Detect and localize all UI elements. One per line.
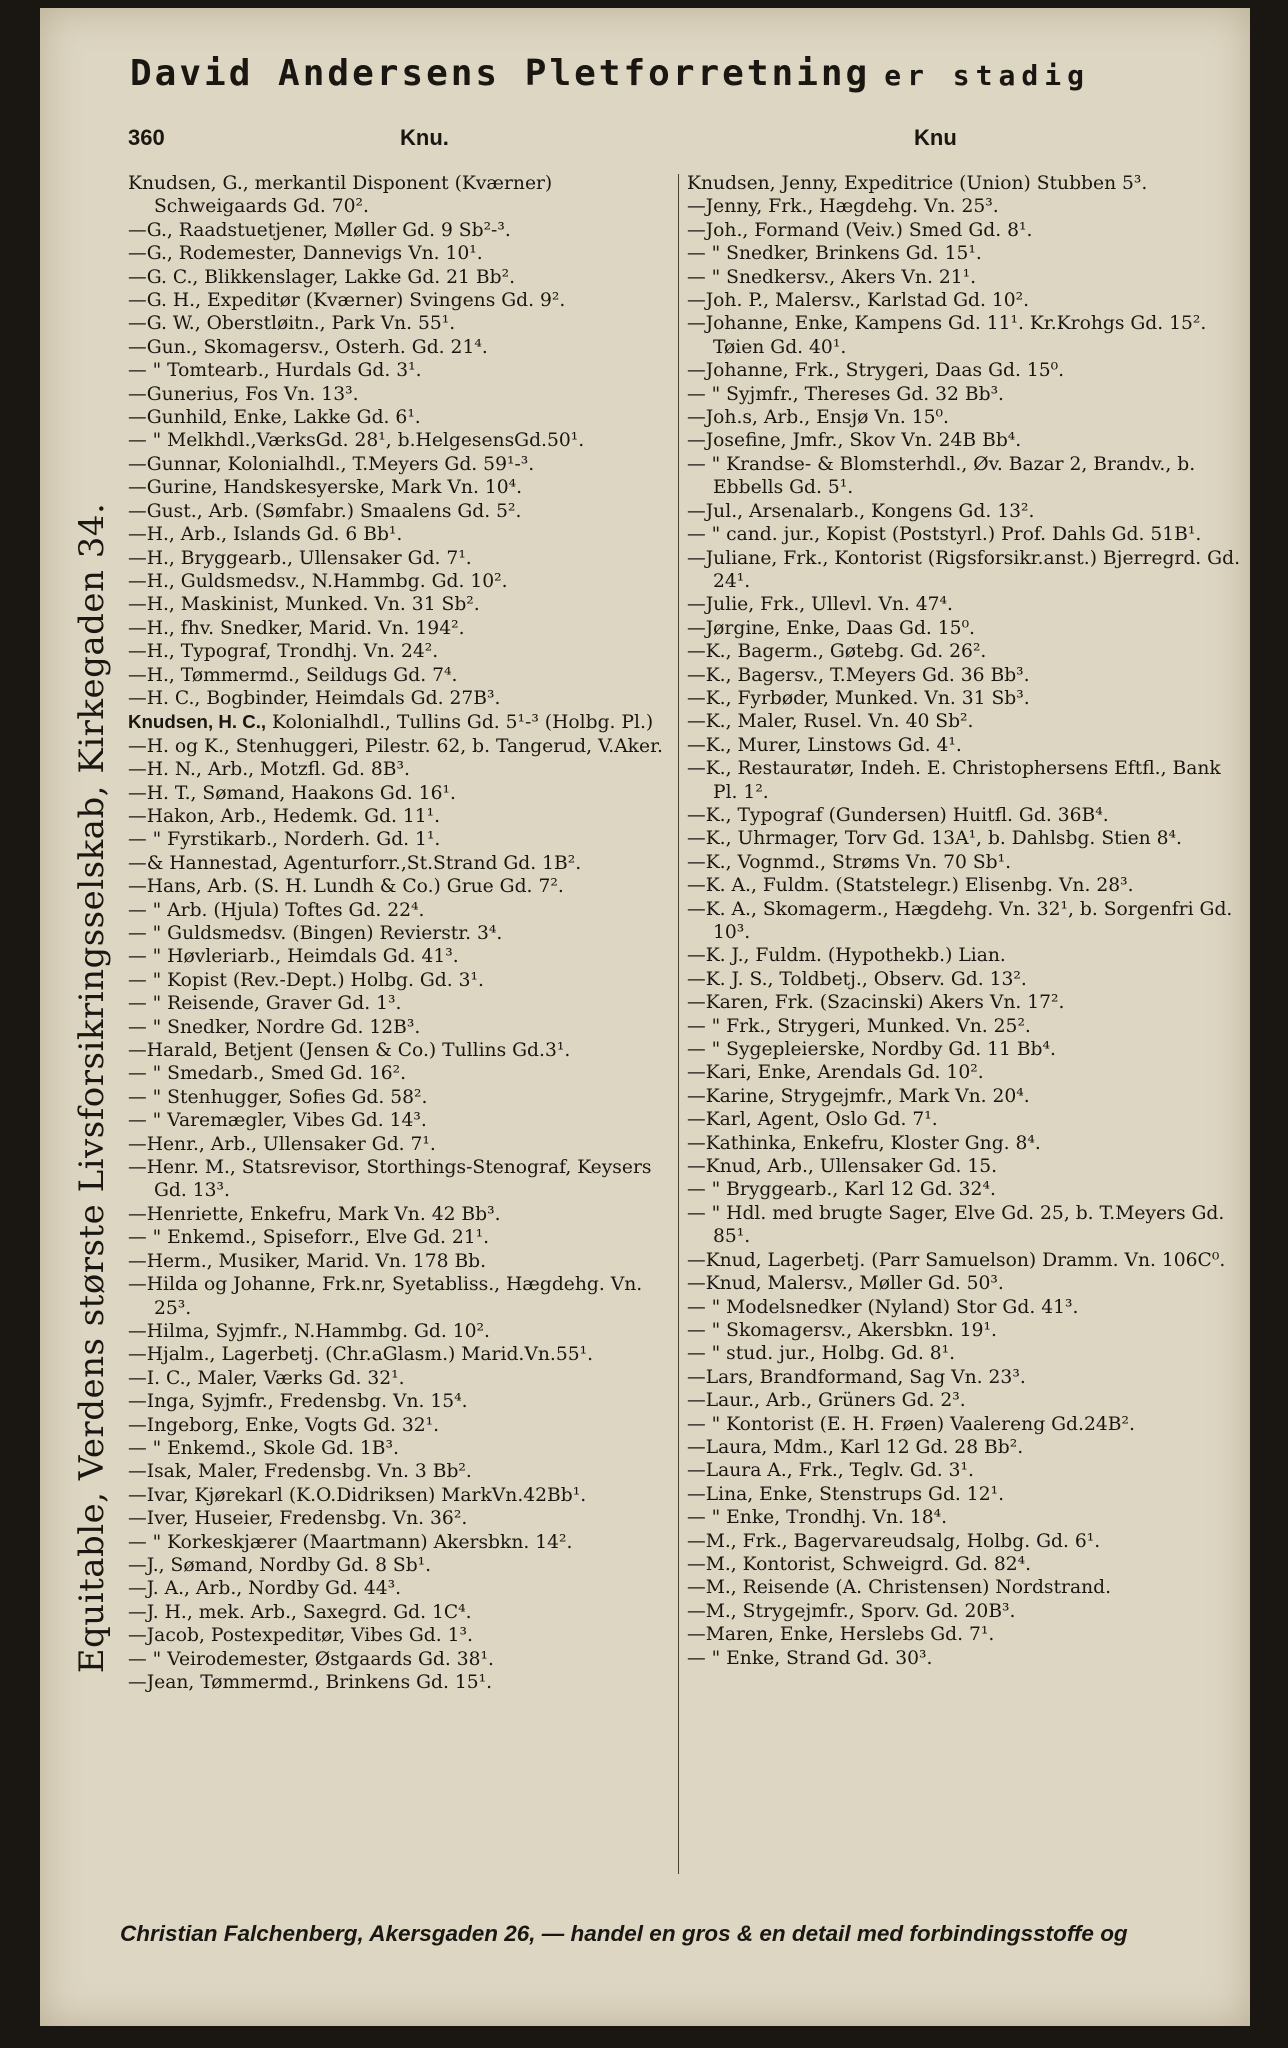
directory-entry — [128, 593, 683, 616]
entry-text: —Joh.s, Arb., Ensjø Vn. 15⁰. — [687, 407, 949, 429]
entry-text: — " Melkhdl.,VærksGd. 28¹, b.HelgesensGd.50¹. — [128, 430, 585, 452]
entry-text: —M., Kontorist, Schweigrd. Gd. 82⁴. — [687, 1553, 1032, 1575]
entry-text: — " Skomagersv., Akersbkn. 19¹. — [687, 1319, 997, 1341]
directory-entry — [687, 617, 1242, 640]
entry-text: —Knud, Lagerbetj. (Parr Samuelson) Dramm. Vn. 106C⁰. — [687, 1249, 1226, 1271]
directory-page — [40, 8, 1250, 2026]
directory-entry — [687, 1366, 1242, 1389]
entry-text: —Laur., Arb., Grüners Gd. 2³. — [687, 1390, 966, 1412]
directory-entry — [687, 734, 1242, 757]
directory-entry — [128, 500, 683, 523]
footer-advertisement: Christian Falchenberg, Akersgaden 26, — handel en gros & en detail med forbindingsstoffe og — [120, 1921, 1128, 1946]
directory-entry — [128, 172, 683, 219]
directory-entry — [128, 1250, 683, 1273]
entry-text: —& Hannestad, Agenturforr.,St.Strand Gd. 1B². — [128, 852, 582, 874]
directory-entry — [128, 1507, 683, 1530]
entry-text: —H. og K., Stenhuggeri, Pilestr. 62, b. Tangerud, V.Aker. — [128, 735, 663, 757]
entry-text: —Gust., Arb. (Sømfabr.) Smaalens Gd. 5². — [128, 500, 522, 522]
directory-entry — [687, 1015, 1242, 1038]
entry-text: —Hakon, Arb., Hedemk. Gd. 11¹. — [128, 805, 441, 827]
directory-entry — [128, 1203, 683, 1226]
entry-text: — " Kopist (Rev.-Dept.) Holbg. Gd. 3¹. — [128, 969, 484, 991]
entry-text: —Karen, Frk. (Szacinski) Akers Vn. 17². — [687, 992, 1065, 1014]
directory-entry — [128, 1414, 683, 1437]
directory-entry — [687, 757, 1242, 804]
directory-entry — [128, 1648, 683, 1671]
directory-entry — [128, 875, 683, 898]
directory-entry — [128, 219, 683, 242]
entry-text: —K. A., Fuldm. (Statstelegr.) Elisenbg. Vn. 28³. — [687, 875, 1134, 897]
directory-entry — [687, 1600, 1242, 1623]
entry-text: —K., Bagersv., T.Meyers Gd. 36 Bb³. — [687, 664, 1030, 686]
directory-entry — [128, 359, 683, 382]
directory-entry — [687, 547, 1242, 594]
directory-entry — [128, 1460, 683, 1483]
entry-text: — " Snedker, Nordre Gd. 12B³. — [128, 1016, 421, 1038]
entry-text: —Laura, Mdm., Karl 12 Gd. 28 Bb². — [687, 1436, 1024, 1458]
entry-text: —Ingeborg, Enke, Vogts Gd. 32¹. — [128, 1414, 440, 1436]
entry-text: —M., Strygejmfr., Sporv. Gd. 20B³. — [687, 1600, 1016, 1622]
entry-text: —Harald, Betjent (Jensen & Co.) Tullins Gd.3¹. — [128, 1040, 571, 1062]
banner-tail: er stadig — [884, 59, 1090, 92]
directory-entry — [687, 266, 1242, 289]
directory-entry — [128, 1226, 683, 1249]
entry-text: —J., Sømand, Nordby Gd. 8 Sb¹. — [128, 1554, 432, 1576]
entry-text: —Jenny, Frk., Hægdehg. Vn. 25³. — [687, 196, 999, 218]
directory-entry — [128, 570, 683, 593]
directory-entry — [128, 1086, 683, 1109]
directory-entry — [128, 758, 683, 781]
directory-entry — [128, 242, 683, 265]
directory-entry — [128, 852, 683, 875]
directory-entry — [687, 1085, 1242, 1108]
entry-text: — " cand. jur., Kopist (Poststyrl.) Prof. Dahls Gd. 51B¹. — [687, 524, 1202, 546]
entry-text: —Hilda og Johanne, Frk.nr, Syetabliss., Hægdehg. Vn. 25³. — [128, 1274, 643, 1319]
directory-entry — [128, 453, 683, 476]
directory-entry — [128, 1437, 683, 1460]
directory-entry — [128, 1343, 683, 1366]
entry-text: —G., Raadstuetjener, Møller Gd. 9 Sb²-³. — [128, 219, 511, 241]
directory-entry — [128, 640, 683, 663]
entry-text: —Joh. P., Malersv., Karlstad Gd. 10². — [687, 290, 1030, 312]
entry-text: —Gunnar, Kolonialhdl., T.Meyers Gd. 59¹-³. — [128, 453, 535, 475]
entry-text: — " Varemægler, Vibes Gd. 14³. — [128, 1110, 427, 1132]
directory-entry — [128, 406, 683, 429]
entry-text: — " Høvleriarb., Heimdals Gd. 41³. — [128, 946, 459, 968]
entry-text: —Herm., Musiker, Marid. Vn. 178 Bb. — [128, 1250, 487, 1272]
entry-text: —H. C., Bogbinder, Heimdals Gd. 27B³. — [128, 687, 501, 709]
entry-text: —K. J., Fuldm. (Hypothekb.) Lian. — [687, 945, 1006, 967]
entry-text: —Isak, Maler, Fredensbg. Vn. 3 Bb². — [128, 1461, 472, 1483]
directory-entry — [687, 1038, 1242, 1061]
entry-text: — " Guldsmedsv. (Bingen) Revierstr. 3⁴. — [128, 923, 503, 944]
entry-text: — " Hdl. med brugte Sager, Elve Gd. 25, b. T.Meyers Gd. 85¹. — [687, 1202, 1225, 1248]
entry-text: — " Enkemd., Spiseforr., Elve Gd. 21¹. — [128, 1227, 490, 1249]
entry-text: —K., Fyrbøder, Munked. Vn. 31 Sb³. — [687, 687, 1030, 709]
banner-main: David Andersens Pletforretning — [130, 53, 871, 94]
entry-text: —G. W., Oberstløitn., Park Vn. 55¹. — [128, 313, 456, 335]
directory-entry — [687, 172, 1242, 195]
directory-entry — [128, 922, 683, 945]
directory-entry — [128, 547, 683, 570]
directory-entry — [687, 1389, 1242, 1412]
entry-text: —H., Maskinist, Munked. Vn. 31 Sb². — [128, 594, 480, 616]
entry-text: —Jul., Arsenalarb., Kongens Gd. 13². — [687, 500, 1035, 522]
entry-text: —Hilma, Syjmfr., N.Hammbg. Gd. 10². — [128, 1320, 490, 1342]
entry-text: —Henr., Arb., Ullensaker Gd. 7¹. — [128, 1133, 436, 1155]
directory-entry — [687, 991, 1242, 1014]
entry-text: — " Snedker, Brinkens Gd. 15¹. — [687, 243, 982, 265]
directory-entry — [128, 1016, 683, 1039]
directory-entry — [128, 1554, 683, 1577]
directory-entry — [687, 289, 1242, 312]
entry-text: —Kathinka, Enkefru, Kloster Gng. 8⁴. — [687, 1132, 1041, 1154]
directory-entry — [128, 710, 683, 734]
entry-text: —J. A., Arb., Nordby Gd. 44³. — [128, 1578, 402, 1600]
entry-text: —H., Arb., Islands Gd. 6 Bb¹. — [128, 524, 403, 546]
entry-text: —Maren, Enke, Herslebs Gd. 7¹. — [687, 1624, 995, 1646]
entry-text: —Knud, Arb., Ullensaker Gd. 15. — [687, 1156, 998, 1178]
entry-text: —Inga, Syjmfr., Fredensbg. Vn. 15⁴. — [128, 1391, 468, 1413]
directory-entry — [687, 664, 1242, 687]
entry-text: — " Krandse- & Blomsterhdl., Øv. Bazar 2, Brandv., b. Ebbells Gd. 5¹. — [687, 453, 1196, 499]
entry-text: —Henr. M., Statsrevisor, Storthings-Stenograf, Keysers Gd. 13³. — [128, 1157, 652, 1202]
entry-text: — " stud. jur., Holbg. Gd. 8¹. — [687, 1343, 956, 1365]
directory-entry — [687, 523, 1242, 546]
entry-text: —Ivar, Kjørekarl (K.O.Didriksen) MarkVn.42Bb¹. — [128, 1484, 587, 1506]
entry-text: —J. H., mek. Arb., Saxegrd. Gd. 1C⁴. — [128, 1601, 472, 1623]
entry-text: —G. C., Blikkenslager, Lakke Gd. 21 Bb². — [128, 266, 516, 288]
directory-entry — [128, 1531, 683, 1554]
directory-entry — [687, 1132, 1242, 1155]
entry-text: —Iver, Huseier, Fredensbg. Vn. 36². — [128, 1508, 468, 1530]
entry-text: —K., Uhrmager, Torv Gd. 13A¹, b. Dahlsbg. Stien 8⁴. — [687, 828, 1182, 850]
directory-entry — [128, 1039, 683, 1062]
directory-entry — [128, 336, 683, 359]
directory-entry — [687, 898, 1242, 945]
directory-entry — [687, 1530, 1242, 1553]
directory-entry — [687, 851, 1242, 874]
directory-entry — [128, 735, 683, 758]
entry-text: —I. C., Maler, Værks Gd. 32¹. — [128, 1367, 405, 1389]
entry-text: —Johanne, Frk., Strygeri, Daas Gd. 15⁰. — [687, 360, 1065, 382]
directory-entry — [128, 1671, 683, 1694]
banner-advertisement — [130, 53, 1230, 94]
entry-text: —Johanne, Enke, Kampens Gd. 11¹. Kr.Krohgs Gd. 15². Tøien Gd. 40¹. — [687, 313, 1207, 358]
directory-entry — [687, 219, 1242, 242]
directory-entry — [687, 1155, 1242, 1178]
entry-text: — " Frk., Strygeri, Munked. Vn. 25². — [687, 1015, 1031, 1037]
entry-text: Knudsen, G., merkantil Disponent (Kværner) Schweigaards Gd. 70². — [128, 173, 553, 218]
entry-text: — " Enke, Trondhj. Vn. 18⁴. — [687, 1507, 948, 1529]
entry-text: —Juliane, Frk., Kontorist (Rigsforsikr.anst.) Bjerregrd. Gd. 24¹. — [687, 547, 1241, 592]
directory-entry — [687, 1623, 1242, 1646]
entry-text: —Gurine, Handskesyerske, Mark Vn. 10⁴. — [128, 477, 523, 499]
page-number: 360 — [128, 125, 165, 150]
directory-entry — [687, 453, 1242, 500]
left-column — [128, 172, 683, 1882]
entry-text: —H. N., Arb., Motzfl. Gd. 8B³. — [128, 759, 410, 781]
directory-entry — [128, 992, 683, 1015]
directory-entry — [128, 1273, 683, 1320]
directory-entry — [687, 944, 1242, 967]
directory-entry — [128, 266, 683, 289]
directory-entry — [687, 687, 1242, 710]
entry-text: Kolonialhdl., Tullins Gd. 5¹-³ (Holbg. Pl.) — [266, 712, 654, 734]
entry-text: —Hans, Arb. (S. H. Lundh & Co.) Grue Gd. 7². — [128, 876, 564, 898]
entry-text: — " Kontorist (E. H. Frøen) Vaalereng Gd.24B². — [687, 1413, 1135, 1435]
directory-entry — [687, 1413, 1242, 1436]
entry-text: —K., Restauratør, Indeh. E. Christophersens Eftfl., Bank Pl. 1². — [687, 758, 1221, 803]
directory-entry — [687, 500, 1242, 523]
entry-text: —G., Rodemester, Dannevigs Vn. 10¹. — [128, 243, 483, 265]
entry-text: —H., Tømmermd., Seildugs Gd. 7⁴. — [128, 664, 458, 686]
entry-text: — " Korkeskjærer (Maartmann) Akersbkn. 14². — [128, 1531, 573, 1553]
entry-text: —H., fhv. Snedker, Marid. Vn. 194². — [128, 617, 465, 639]
directory-entry — [687, 593, 1242, 616]
directory-entry — [128, 1601, 683, 1624]
directory-entry — [128, 289, 683, 312]
entry-text: —H., Typograf, Trondhj. Vn. 24². — [128, 641, 439, 663]
directory-entry — [687, 1296, 1242, 1319]
entry-text: —Jacob, Postexpeditør, Vibes Gd. 1³. — [128, 1625, 473, 1647]
directory-entry — [687, 1178, 1242, 1201]
directory-entry — [687, 1272, 1242, 1295]
directory-entry — [687, 1319, 1242, 1342]
directory-entry — [687, 1342, 1242, 1365]
directory-entry — [128, 945, 683, 968]
directory-entry — [128, 1109, 683, 1132]
directory-entry — [128, 1133, 683, 1156]
side-advertisement: Equitable, Verdens største Livsforsikringsselskab, Kirkegaden 34. — [72, 502, 112, 1674]
entry-text: —K., Vognmd., Strøms Vn. 70 Sb¹. — [687, 851, 1012, 873]
entry-text: —K., Maler, Rusel. Vn. 40 Sb². — [687, 711, 974, 733]
entry-text: —H. T., Sømand, Haakons Gd. 16¹. — [128, 782, 456, 804]
directory-entry — [687, 804, 1242, 827]
entry-text: — " Veirodemester, Østgaards Gd. 38¹. — [128, 1648, 494, 1670]
directory-entry — [128, 429, 683, 452]
directory-entry — [687, 359, 1242, 382]
entry-text: — " Snedkersv., Akers Vn. 21¹. — [687, 266, 977, 288]
right-running-head: Knu — [914, 125, 957, 150]
entry-text: —Jørgine, Enke, Daas Gd. 15⁰. — [687, 617, 975, 639]
directory-entry — [687, 1459, 1242, 1482]
left-running-head: Knu. — [400, 125, 449, 150]
entry-text: — " Reisende, Graver Gd. 1³. — [128, 993, 402, 1015]
entry-text: —Karl, Agent, Oslo Gd. 7¹. — [687, 1109, 938, 1131]
directory-entry — [128, 782, 683, 805]
entry-text: —K. A., Skomagerm., Hægdehg. Vn. 32¹, b. Sorgenfri Gd. 10³. — [687, 898, 1233, 943]
entry-text: — " Arb. (Hjula) Toftes Gd. 22⁴. — [128, 899, 425, 921]
entry-text: — " Stenhugger, Sofies Gd. 58². — [128, 1086, 428, 1108]
directory-entry — [128, 523, 683, 546]
entry-text: —Henriette, Enkefru, Mark Vn. 42 Bb³. — [128, 1203, 501, 1225]
entry-text: —Gun., Skomagersv., Osterh. Gd. 21⁴. — [128, 336, 488, 358]
directory-entry — [687, 312, 1242, 359]
directory-entry — [128, 828, 683, 851]
directory-entry — [687, 968, 1242, 991]
entry-text: —K., Bagerm., Gøtebg. Gd. 26². — [687, 641, 987, 663]
entry-text: —Karine, Strygejmfr., Mark Vn. 20⁴. — [687, 1085, 1030, 1107]
entry-text: Knudsen, Jenny, Expeditrice (Union) Stubben 5³. — [687, 173, 1148, 194]
entry-text: —M., Frk., Bagervareudsalg, Holbg. Gd. 6¹. — [687, 1530, 1101, 1552]
directory-entry — [128, 969, 683, 992]
entry-text: —Jean, Tømmermd., Brinkens Gd. 15¹. — [128, 1672, 493, 1693]
entry-text: —Lina, Enke, Stenstrups Gd. 12¹. — [687, 1483, 1005, 1505]
directory-entry — [687, 195, 1242, 218]
entry-text: — " Modelsnedker (Nyland) Stor Gd. 41³. — [687, 1296, 1079, 1318]
directory-entry — [128, 1390, 683, 1413]
entry-text: — " Syjmfr., Thereses Gd. 32 Bb³. — [687, 383, 1005, 405]
directory-entry — [687, 1436, 1242, 1459]
directory-entry — [687, 640, 1242, 663]
entry-text: — " Enke, Strand Gd. 30³. — [687, 1647, 933, 1669]
entry-text: —Lars, Brandformand, Sag Vn. 23³. — [687, 1366, 1026, 1388]
directory-entry — [687, 1553, 1242, 1576]
entry-text: —K. J. S., Toldbetj., Observ. Gd. 13². — [687, 968, 1027, 990]
directory-entry — [687, 1576, 1242, 1599]
entry-text: —Josefine, Jmfr., Skov Vn. 24B Bb⁴. — [687, 430, 1022, 452]
directory-entry — [687, 1483, 1242, 1506]
entry-text: —Kari, Enke, Arendals Gd. 10². — [687, 1062, 984, 1084]
directory-entry — [687, 874, 1242, 897]
directory-entry — [687, 242, 1242, 265]
entry-text: —M., Reisende (A. Christensen) Nordstrand. — [687, 1577, 1112, 1599]
entry-text: —H., Guldsmedsv., N.Hammbg. Gd. 10². — [128, 570, 508, 592]
entry-text: —Laura A., Frk., Teglv. Gd. 3¹. — [687, 1460, 974, 1482]
directory-entry — [128, 383, 683, 406]
directory-entry — [128, 899, 683, 922]
entry-text: —Gunhild, Enke, Lakke Gd. 6¹. — [128, 407, 421, 429]
directory-entry — [687, 1061, 1242, 1084]
directory-entry — [687, 1108, 1242, 1131]
directory-entry — [128, 1156, 683, 1203]
entry-text: —Julie, Frk., Ullevl. Vn. 47⁴. — [687, 594, 953, 616]
entry-text: —K., Typograf (Gundersen) Huitfl. Gd. 36B⁴. — [687, 804, 1109, 826]
entry-text: —G. H., Expeditør (Kværner) Svingens Gd. 9². — [128, 290, 566, 312]
directory-entry — [687, 1647, 1242, 1670]
entry-text: — " Smedarb., Smed Gd. 16². — [128, 1063, 407, 1085]
directory-entry — [128, 664, 683, 687]
directory-entry — [128, 312, 683, 335]
directory-entry — [128, 476, 683, 499]
entry-text: — " Fyrstikarb., Norderh. Gd. 1¹. — [128, 829, 441, 851]
directory-entry — [128, 805, 683, 828]
entry-text: —H., Bryggearb., Ullensaker Gd. 7¹. — [128, 547, 472, 569]
directory-entry — [128, 1624, 683, 1647]
directory-entry — [687, 1506, 1242, 1529]
directory-entry — [128, 1484, 683, 1507]
entry-text: —Joh., Formand (Veiv.) Smed Gd. 8¹. — [687, 219, 1033, 241]
entry-name-bold: Knudsen, H. C., — [128, 711, 267, 733]
directory-entry — [128, 617, 683, 640]
directory-entry — [687, 827, 1242, 850]
directory-entry — [687, 383, 1242, 406]
directory-entry — [687, 1249, 1242, 1272]
directory-entry — [128, 1320, 683, 1343]
directory-entry — [687, 1202, 1242, 1249]
entry-text: —K., Murer, Linstows Gd. 4¹. — [687, 734, 962, 756]
entry-text: — " Sygepleierske, Nordby Gd. 11 Bb⁴. — [687, 1039, 1056, 1061]
entry-text: — " Bryggearb., Karl 12 Gd. 32⁴. — [687, 1179, 996, 1201]
directory-entry — [687, 406, 1242, 429]
entry-text: — " Enkemd., Skole Gd. 1B³. — [128, 1437, 399, 1459]
entry-text: —Knud, Malersv., Møller Gd. 50³. — [687, 1273, 1004, 1295]
directory-entry — [128, 687, 683, 710]
directory-entry — [128, 1062, 683, 1085]
directory-entry — [128, 1577, 683, 1600]
entry-text: — " Tomtearb., Hurdals Gd. 3¹. — [128, 360, 422, 382]
directory-entry — [687, 710, 1242, 733]
entry-text: —Hjalm., Lagerbetj. (Chr.aGlasm.) Marid.Vn.55¹. — [128, 1344, 594, 1366]
right-column — [687, 172, 1242, 1882]
entry-text: —Gunerius, Fos Vn. 13³. — [128, 383, 359, 405]
directory-entry — [128, 1367, 683, 1390]
directory-entry — [687, 429, 1242, 452]
